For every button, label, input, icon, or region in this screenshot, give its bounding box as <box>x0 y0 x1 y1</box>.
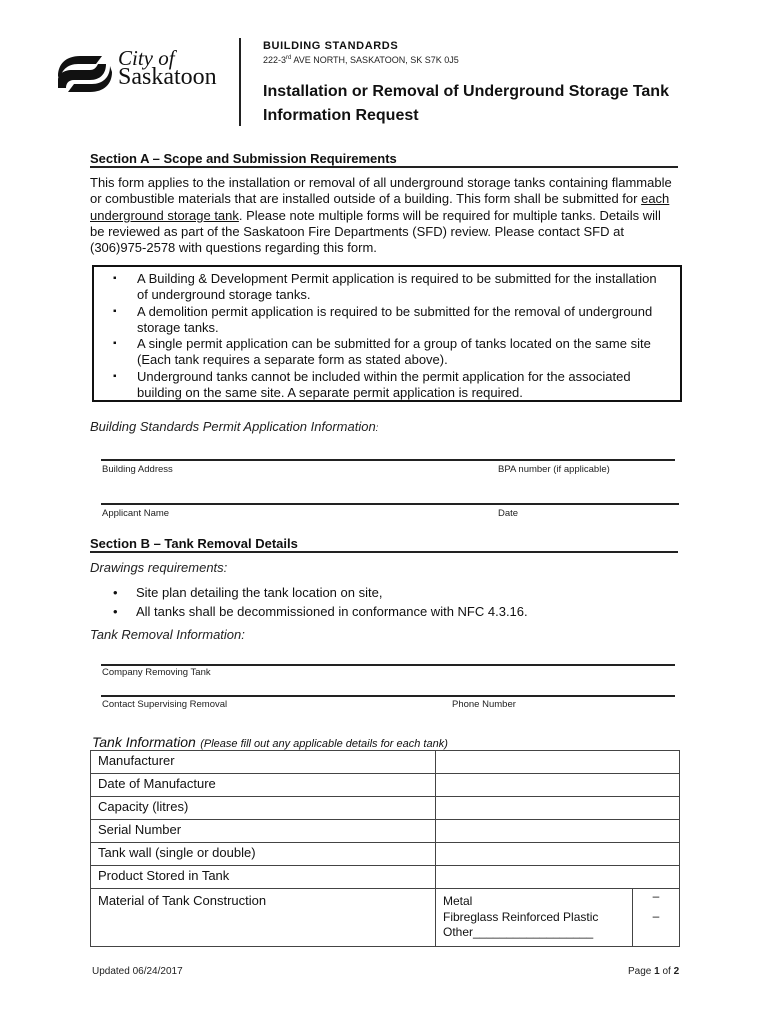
section-a-heading: Section A – Scope and Submission Requirements <box>90 151 397 166</box>
section-b-heading: Section B – Tank Removal Details <box>90 536 298 551</box>
phone-number-label: Phone Number <box>452 699 516 710</box>
material-option-other[interactable]: Other__________________ <box>443 925 594 939</box>
permit-requirements-box <box>92 265 682 402</box>
list-item: ▪ Underground tanks cannot be included within the permit application for the associated building on the same site. A separate permit application is required. <box>94 369 680 402</box>
intro-text-1: This form applies to the installation or removal of all underground storage tanks containing flammable or combustible materials that are installed outside of a building. This form shall be submitted for <box>90 175 672 207</box>
permit-info-label <box>90 419 378 434</box>
material-option-frp: Fibreglass Reinforced Plastic <box>443 909 599 924</box>
capacity-input[interactable] <box>436 797 680 820</box>
page-prefix: Page <box>628 966 655 977</box>
page-of: of <box>659 966 674 977</box>
page-total: 2 <box>673 966 680 977</box>
header-divider <box>239 38 241 126</box>
permit-requirements-list <box>94 267 680 401</box>
row-label: Date of Manufacture <box>91 774 436 797</box>
section-a-intro <box>90 175 676 256</box>
drawing-requirements-list <box>90 583 680 621</box>
tank-info-note: (Please fill out any applicable details for each tank) <box>200 738 448 750</box>
address-number: 222-3 <box>263 55 287 65</box>
contact-supervising-label: Contact Supervising Removal <box>102 699 228 710</box>
department-name: BUILDING STANDARDS <box>263 40 399 52</box>
row-label: Serial Number <box>91 820 436 843</box>
material-options <box>436 889 633 947</box>
permit-info-colon: : <box>375 423 379 434</box>
bpa-number-label: BPA number (if applicable) <box>498 464 610 475</box>
table-row <box>91 774 680 797</box>
row-label: Material of Tank Construction <box>91 889 436 947</box>
table-row <box>91 797 680 820</box>
department-address <box>263 55 459 65</box>
material-check-1[interactable]: – <box>652 889 660 903</box>
table-row <box>91 889 680 947</box>
company-removing-label: Company Removing Tank <box>102 667 211 678</box>
table-row <box>91 843 680 866</box>
page-number <box>628 966 679 977</box>
permit-info-text: Building Standards Permit Application Information <box>90 419 376 434</box>
section-a-rule <box>90 166 678 168</box>
tank-wall-input[interactable] <box>436 843 680 866</box>
serial-number-input[interactable] <box>436 820 680 843</box>
list-item: ▪ A demolition permit application is required to be submitted for the removal of underground storage tanks. <box>94 304 680 337</box>
contact-supervising-field[interactable] <box>101 695 675 697</box>
address-street: AVE NORTH, SASKATOON, SK S7K 0J5 <box>291 55 459 65</box>
table-row <box>91 820 680 843</box>
material-checkboxes <box>633 889 680 947</box>
section-b-rule <box>90 551 678 553</box>
material-option-metal: Metal <box>443 894 473 908</box>
list-item: • Site plan detailing the tank location on site, <box>90 583 680 602</box>
page-current: 1 <box>654 966 660 977</box>
row-label: Capacity (litres) <box>91 797 436 820</box>
city-logo-mark <box>56 52 114 96</box>
form-title-line-2: Information Request <box>263 107 419 124</box>
table-row <box>91 866 680 889</box>
building-address-field[interactable] <box>101 459 675 461</box>
row-label: Tank wall (single or double) <box>91 843 436 866</box>
applicant-name-label: Applicant Name <box>102 508 170 519</box>
footer-updated: Updated 06/24/2017 <box>92 966 183 977</box>
logo-city-text: City of <box>118 46 175 70</box>
tank-info-table <box>90 750 680 947</box>
product-stored-input[interactable] <box>436 866 680 889</box>
material-check-2[interactable]: – <box>652 909 660 923</box>
company-removing-field[interactable] <box>101 664 675 666</box>
building-address-label: Building Address <box>102 464 173 475</box>
table-row <box>91 751 680 774</box>
row-label: Manufacturer <box>91 751 436 774</box>
date-of-manufacture-input[interactable] <box>436 774 680 797</box>
logo-saskatoon-text: Saskatoon <box>118 64 217 90</box>
address-suffix: rd <box>286 55 292 61</box>
manufacturer-input[interactable] <box>436 751 680 774</box>
list-item: • All tanks shall be decommissioned in conformance with NFC 4.3.16. <box>90 602 680 621</box>
list-item: ▪ A Building & Development Permit application is required to be submitted for the installation of underground storage tanks. <box>94 271 680 304</box>
form-title <box>263 80 753 128</box>
removal-info-label: Tank Removal Information: <box>90 627 245 642</box>
row-label: Product Stored in Tank <box>91 866 436 889</box>
tank-info-title: Tank Information <box>92 734 196 750</box>
intro-text-2: . Please note multiple forms will be required for multiple tanks. Details will be reviewed as part of the Saskatoon Fire Departments (SFD) review. Please contact SFD at (306)975-2578 with questions regarding this form. <box>90 207 661 256</box>
date-label: Date <box>498 508 519 519</box>
intro-underlined: each underground storage tank <box>90 191 670 223</box>
drawings-label: Drawings requirements: <box>90 560 228 575</box>
list-item: ▪ A single permit application can be submitted for a group of tanks located on the same site (Each tank requires a separate form as stated above). <box>94 336 680 369</box>
applicant-name-field[interactable] <box>101 503 679 505</box>
form-title-line-1: Installation or Removal of Underground Storage Tank <box>263 83 669 100</box>
